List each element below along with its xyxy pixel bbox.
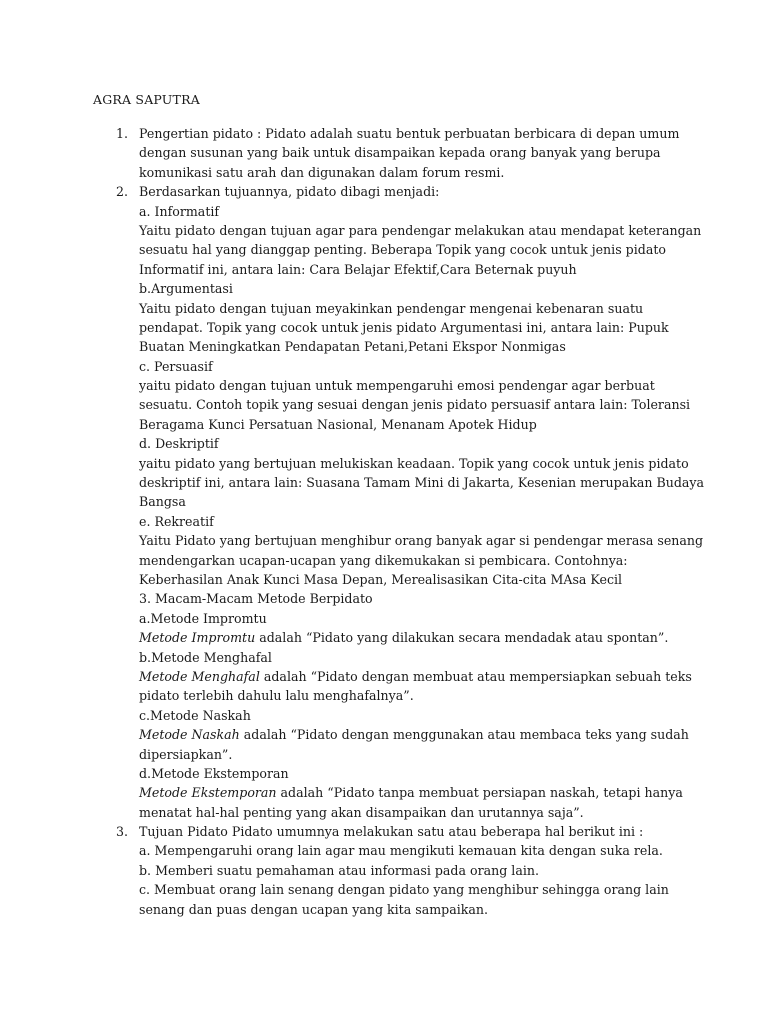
text-row: [0, 570, 768, 589]
list-item-1: [0, 124, 768, 143]
definition-text: adalah “Pidato dengan membuat atau mempersiapkan sebuah teks: [259, 668, 692, 684]
text-line: Yaitu Pidato yang bertujuan menghibur orang banyak agar si pendengar merasa senang: [139, 533, 704, 549]
term-italic: Metode Naskah: [139, 727, 240, 743]
text-line: b. Memberi suatu pemahaman atau informasi pada orang lain.: [139, 862, 539, 878]
term-italic: Metode Impromtu: [139, 630, 256, 646]
text-row: [0, 725, 768, 744]
text-row: [0, 279, 768, 298]
text-row: [0, 240, 768, 259]
text-row: [0, 764, 768, 783]
text-row: [0, 143, 768, 162]
text-row: [0, 163, 768, 182]
definition-text: adalah “Pidato yang dilakukan secara mendadak atau spontan”.: [255, 630, 669, 646]
subheading-rekreatif: e. Rekreatif: [139, 513, 214, 529]
list-item-3: [0, 822, 768, 841]
text-row: [0, 686, 768, 705]
author-name: AGRA SAPUTRA: [93, 92, 200, 107]
text-row: [0, 473, 768, 492]
text-row: [0, 337, 768, 356]
text-row: [0, 357, 768, 376]
definition-ekstemporan: [139, 783, 683, 802]
list-item-2: [0, 182, 768, 201]
definition-text: adalah “Pidato tanpa membuat persiapan naskah, tetapi hanya: [276, 785, 683, 801]
text-row: [0, 492, 768, 511]
text-row: [0, 434, 768, 453]
text-row: [0, 589, 768, 608]
term-italic: Metode Menghafal: [139, 668, 260, 684]
text-line: dengan susunan yang baik untuk disampaikan kepada orang banyak yang berupa: [139, 145, 661, 161]
text-row: [0, 609, 768, 628]
text-line: Yaitu pidato dengan tujuan agar para pendengar melakukan atau mendapat keterangan: [139, 222, 702, 238]
subheading-persuasif: c. Persuasif: [139, 358, 213, 374]
text-line: yaitu pidato yang bertujuan melukiskan keadaan. Topik yang cocok untuk jenis pidato: [139, 455, 689, 471]
text-line: komunikasi satu arah dan digunakan dalam forum resmi.: [139, 164, 505, 180]
subheading-naskah: c.Metode Naskah: [139, 707, 251, 723]
text-line: Beragama Kunci Persatuan Nasional, Menanam Apotek Hidup: [139, 416, 537, 432]
subheading-menghafal: b.Metode Menghafal: [139, 649, 272, 665]
text-line: Tujuan Pidato Pidato umumnya melakukan satu atau beberapa hal berikut ini :: [139, 824, 644, 840]
text-line: dipersiapkan”.: [139, 746, 233, 762]
text-row: [0, 202, 768, 221]
text-row: [0, 551, 768, 570]
text-line: sesuatu hal yang dianggap penting. Beberapa Topik yang cocok untuk jenis pidato: [139, 242, 666, 258]
text-row: [0, 803, 768, 822]
text-row: [0, 900, 768, 919]
text-row: [0, 512, 768, 531]
list-number: 1.: [116, 126, 129, 141]
text-row: [0, 628, 768, 647]
text-row: [0, 706, 768, 725]
document-body: [0, 124, 768, 919]
text-row: [0, 531, 768, 550]
text-row: [0, 880, 768, 899]
list-number: 2.: [116, 184, 129, 200]
definition-menghafal: [139, 667, 692, 686]
text-line: Bangsa: [139, 494, 186, 510]
subheading-ekstemporan: d.Metode Ekstemporan: [139, 765, 289, 781]
text-row: [0, 454, 768, 473]
subheading-informatif: a. Informatif: [139, 203, 220, 219]
definition-naskah: [139, 725, 689, 744]
subheading-deskriptif: d. Deskriptif: [139, 436, 219, 452]
text-line: yaitu pidato dengan tujuan untuk mempengaruhi emosi pendengar agar berbuat: [139, 378, 655, 394]
text-line: deskriptif ini, antara lain: Suasana Tamam Mini di Jakarta, Kesenian merupakan Budaya: [139, 475, 705, 491]
text-line: menatat hal-hal penting yang akan disampaikan dan urutannya saja”.: [139, 804, 584, 820]
subheading-metode: 3. Macam-Macam Metode Berpidato: [139, 591, 373, 607]
text-row: [0, 318, 768, 337]
subheading-argumentasi: b.Argumentasi: [139, 281, 233, 297]
definition-text: adalah “Pidato dengan menggunakan atau membaca teks yang sudah: [239, 727, 689, 743]
text-row: [0, 667, 768, 686]
text-line: Berdasarkan tujuannya, pidato dibagi menjadi:: [139, 184, 440, 200]
text-line: pendapat. Topik yang cocok untuk jenis pidato Argumentasi ini, antara lain: Pupuk: [139, 319, 669, 335]
text-line: Pengertian pidato : Pidato adalah suatu bentuk perbuatan berbicara di depan umum: [139, 126, 680, 141]
list-number: 3.: [116, 824, 129, 840]
text-row: [0, 376, 768, 395]
text-line: senang dan puas dengan ucapan yang kita sampaikan.: [139, 901, 489, 917]
text-row: [0, 221, 768, 240]
text-line: pidato terlebih dahulu lalu menghafalnya”.: [139, 688, 414, 704]
term-italic: Metode Ekstemporan: [139, 785, 277, 801]
definition-impromtu: [139, 628, 668, 647]
text-row: [0, 395, 768, 414]
text-line: sesuatu. Contoh topik yang sesuai dengan jenis pidato persuasif antara lain: Toleransi: [139, 397, 691, 413]
text-line: mendengarkan ucapan-ucapan yang dikemukakan si pembicara. Contohnya:: [139, 552, 628, 568]
text-row: [0, 260, 768, 279]
text-line: Buatan Meningkatkan Pendapatan Petani,Petani Ekspor Nonmigas: [139, 339, 566, 355]
text-row: [0, 745, 768, 764]
subheading-impromtu: a.Metode Impromtu: [139, 610, 267, 626]
text-row: [0, 299, 768, 318]
text-line: Keberhasilan Anak Kunci Masa Depan, Merealisasikan Cita-cita MAsa Kecil: [139, 571, 623, 587]
text-row: [0, 648, 768, 667]
text-row: [0, 415, 768, 434]
text-row: [0, 841, 768, 860]
text-line: c. Membuat orang lain senang dengan pidato yang menghibur sehingga orang lain: [139, 882, 669, 898]
text-line: Yaitu pidato dengan tujuan meyakinkan pendengar mengenai kebenaran suatu: [139, 300, 644, 316]
text-row: [0, 783, 768, 802]
text-row: [0, 861, 768, 880]
text-line: a. Mempengaruhi orang lain agar mau mengikuti kemauan kita dengan suka rela.: [139, 843, 663, 859]
text-line: Informatif ini, antara lain: Cara Belajar Efektif,Cara Beternak puyuh: [139, 261, 577, 277]
